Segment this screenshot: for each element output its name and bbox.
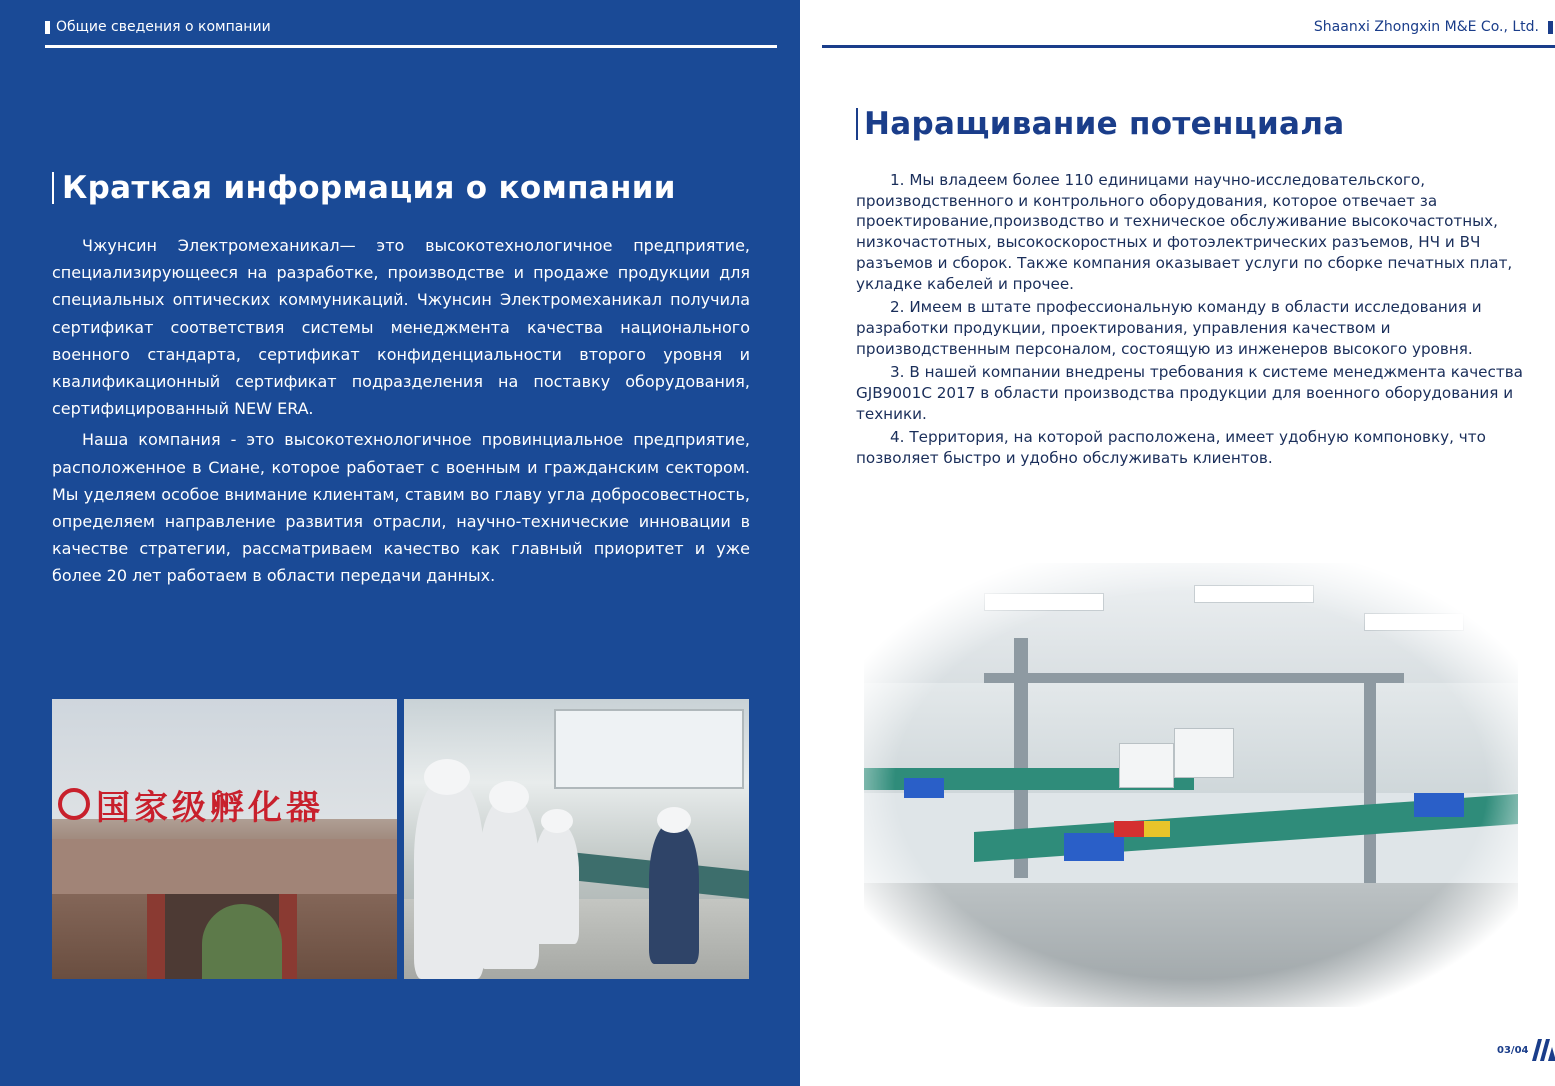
gate-sign-text: 国家级孵化器: [96, 787, 324, 828]
gate-arch: [52, 839, 397, 894]
photo-storage-box: [1414, 793, 1464, 817]
photo-worker-cap: [424, 759, 470, 795]
section-label: Общие сведения о компании: [56, 19, 271, 35]
photo-floor: [864, 883, 1518, 1007]
company-logo-icon: [58, 788, 90, 820]
capability-item: 1. Мы владеем более 110 единицами научно-исследовательского, производственного и контрольного оборудования, которое отвечает за проектирование,производство и техническое обслуживание высокочастотных, низкочастотных, высокоскоростных и фотоэлектрических разъемов, НЧ и ВЧ разъемов и сборок. Также компания оказывает услуги по сборке печатных плат, укладке кабелей и прочее.: [856, 171, 1513, 293]
capability-item: 2. Имеем в штате профессиональную команду в области исследования и разработки продукции, проектирования, управления качеством и производственным персоналом, состоящую из инженеров высокого уровня.: [856, 298, 1482, 358]
page-number: 03/04: [1497, 1045, 1529, 1056]
photo-instrument: [1119, 743, 1174, 788]
photo-ceiling-light: [1364, 613, 1464, 631]
capability-item: 4. Территория, на которой расположена, имеет удобную компоновку, что позволяет быстро и удобно обслуживать клиентов.: [856, 428, 1486, 468]
title-bar: [856, 108, 858, 140]
description-paragraph: Чжунсин Электромеханикал— это высокотехнологичное предприятие, специализирующееся на разработке, производстве и продаже продукции для специальных оптических коммуникаций. Чжунсин Электромеханикал получила сертификат соответствия системы менеджмента качества национального военного стандарта, сертификат конфиденциальности второго уровня и квалификационный сертификат подразделения на поставку оборудования, сертифицированный NEW ERA.: [52, 236, 750, 419]
description-paragraph: Наша компания - это высокотехнологичное провинциальное предприятие, расположенное в Сиане, которое работает с военным и гражданским сектором. Мы уделяем особое внимание клиентам, ставим во главу угла добросовестность, определяем направление развития отрасли, научно-технические инновации в качестве стратегии, рассматриваем качество как главный приоритет и уже более 20 лет работаем в области передачи данных.: [52, 430, 750, 586]
left-page-header: [45, 18, 777, 48]
photo-storage-box: [904, 778, 944, 798]
laboratory-photo: [864, 563, 1518, 1007]
gate-photo: [52, 699, 397, 979]
header-marker: [45, 21, 50, 34]
workers-photo: [404, 699, 749, 979]
right-page-title: [856, 106, 1344, 142]
gate-pillar: [147, 894, 165, 979]
photo-worker-cap: [657, 807, 691, 833]
photo-bench-frame: [984, 673, 1404, 683]
photo-worker: [649, 824, 699, 964]
page-title: Краткая информация о компании: [62, 170, 676, 206]
photo-bench-frame: [1364, 683, 1376, 883]
photo-storage-box: [1144, 821, 1170, 837]
photo-worker: [534, 824, 579, 944]
title-bar: [52, 172, 54, 204]
brand-mark-icon: [1532, 1039, 1555, 1061]
photo-worker-cap: [489, 781, 529, 813]
gate-sign: [58, 779, 397, 829]
photo-worker: [414, 779, 484, 979]
photo-instrument: [1174, 728, 1234, 778]
photo-window: [554, 709, 744, 789]
header-marker: [1548, 21, 1553, 34]
company-name: Shaanxi Zhongxin M&E Co., Ltd.: [1313, 19, 1539, 35]
capabilities-list: [856, 170, 1546, 469]
photo-storage-box: [1114, 821, 1144, 837]
photo-storage-box: [1064, 833, 1124, 861]
company-description: [52, 232, 750, 590]
capability-item: 3. В нашей компании внедрены требования к системе менеджмента качества GJB9001C 2017 в области производства продукции для военного оборудования и техники.: [856, 363, 1523, 423]
right-page-header: [822, 18, 1555, 48]
photo-worker-cap: [541, 809, 573, 833]
photo-worker: [479, 799, 539, 969]
left-page-title: [52, 170, 676, 206]
photo-ceiling-light: [984, 593, 1104, 611]
photo-tree: [202, 904, 282, 979]
section-title: Наращивание потенциала: [864, 106, 1345, 142]
photo-ceiling-light: [1194, 585, 1314, 603]
